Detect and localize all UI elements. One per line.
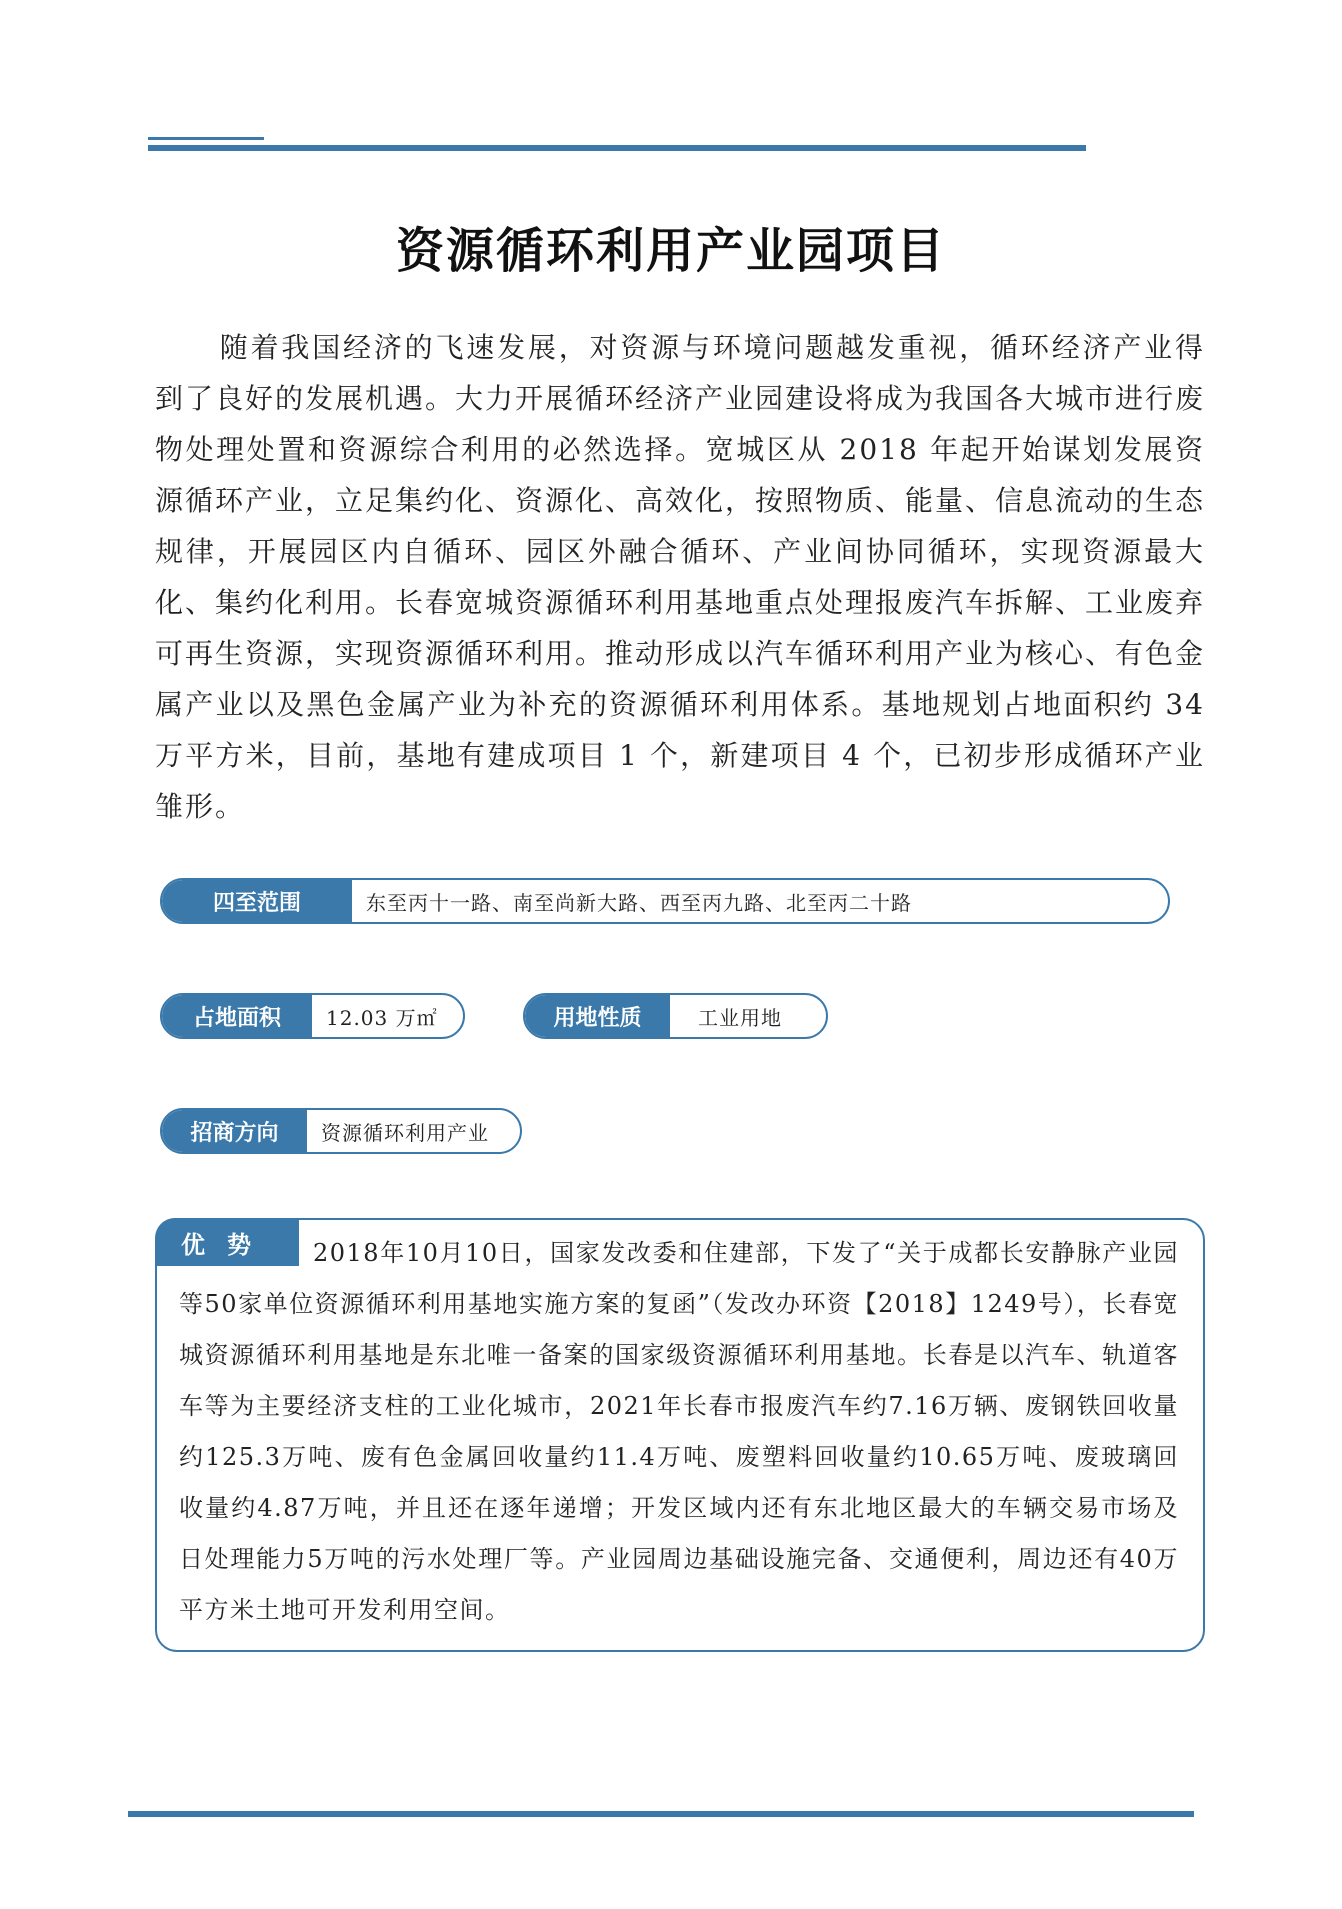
investment-tag <box>160 1108 522 1154</box>
land-use-value: 工业用地 <box>698 1005 782 1030</box>
boundary-tag <box>160 878 1170 924</box>
advantage-label: 优势 <box>155 1218 299 1266</box>
area-tag <box>160 993 465 1039</box>
investment-value: 资源循环利用产业 <box>321 1120 489 1145</box>
investment-label: 招商方向 <box>162 1110 307 1152</box>
land-use-label: 用地性质 <box>525 995 670 1037</box>
land-use-tag <box>523 993 828 1039</box>
advantage-paragraph <box>179 1228 1179 1636</box>
area-value: 12.03 万㎡ <box>326 1005 438 1030</box>
header-rule <box>148 145 1086 151</box>
intro-paragraph <box>155 322 1205 832</box>
intro-text: 随着我国经济的飞速发展，对资源与环境问题越发重视，循环经济产业得到了良好的发展机遇。大力开展循环经济产业园建设将成为我国各大城市进行废物处理处置和资源综合利用的必然选择。宽城区从 2018 年起开始谋划发展资源循环产业，立足集约化、资源化、高效化，按照物质、能量、信息流动的生态规律，开展园区内自循环、园区外融合循环、产业间协同循环，实现资源最大化、集约化利用。长春宽城资源循环利用基地重点处理报废汽车拆解、工业废弃可再生资源，实现资源循环利用。推动形成以汽车循环利用产业为核心、有色金属产业以及黑色金属产业为补充的资源循环利用体系。基地规划占地面积约 34 万平方米，目前，基地有建成项目 1 个，新建项目 4 个，已初步形成循环产业雏形。 <box>155 331 1206 823</box>
page-title: 资源循环利用产业园项目 <box>395 223 946 279</box>
boundary-value: 东至丙十一路、南至尚新大路、西至丙九路、北至丙二十路 <box>366 890 912 915</box>
header-rule-short <box>148 137 264 140</box>
footer-rule <box>128 1811 1194 1817</box>
advantage-text: 2018年10月10日，国家发改委和住建部，下发了“关于成都长安静脉产业园等50家单位资源循环利用基地实施方案的复函”（发改办环资【2018】1249号），长春宽城资源循环利用基地是东北唯一备案的国家级资源循环利用基地。长春是以汽车、轨道客车等为主要经济支柱的工业化城市，2021年长春市报废汽车约7.16万辆、废钢铁回收量约125.3万吨、废有色金属回收量约11.4万吨、废塑料回收量约10.65万吨、废玻璃回收量约4.87万吨，并且还在逐年递增；开发区域内还有东北地区最大的车辆交易市场及日处理能力5万吨的污水处理厂等。产业园周边基础设施完备、交通便利，周边还有40万平方米土地可开发利用空间。 <box>179 1239 1179 1624</box>
area-label: 占地面积 <box>162 995 312 1037</box>
boundary-label: 四至范围 <box>162 880 352 922</box>
advantage-box <box>155 1218 1205 1652</box>
